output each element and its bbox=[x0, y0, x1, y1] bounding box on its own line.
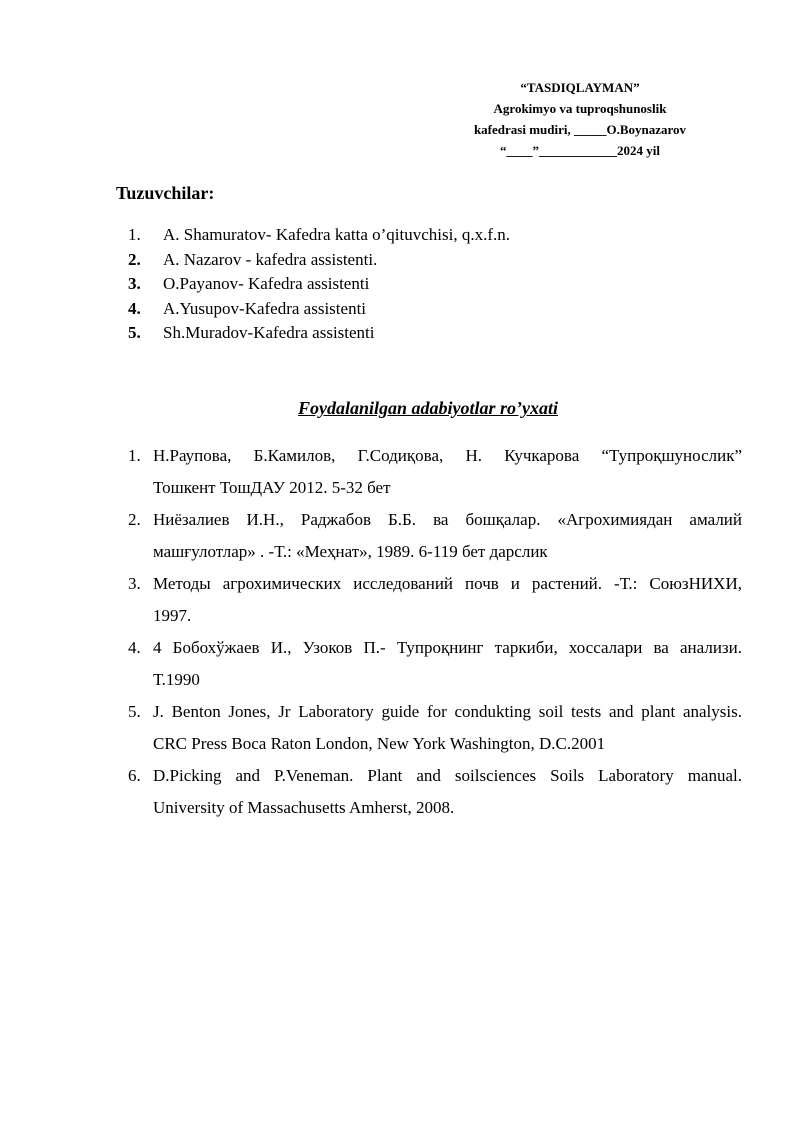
reference-number: 4. bbox=[128, 638, 141, 657]
reference-number: 1. bbox=[128, 446, 141, 465]
author-text: Sh.Muradov-Kafedra assistenti bbox=[163, 323, 375, 342]
author-text: A. Shamuratov- Kafedra katta o’qituvchisi, q.x.f.n. bbox=[163, 225, 510, 244]
reference-line: D.Picking and P.Veneman. Plant and soilsciences Soils Laboratory manual. bbox=[153, 766, 742, 785]
reference-item bbox=[128, 440, 742, 503]
reference-line: машғулотлар» . -Т.: «Меҳнат», 1989. 6-119 бет дарслик bbox=[153, 541, 548, 561]
author-text: A.Yusupov-Kafedra assistenti bbox=[163, 298, 367, 318]
references-heading: Foydalanilgan adabiyotlar ro’yxati bbox=[297, 398, 558, 418]
author-item bbox=[128, 223, 510, 248]
reference-number: 2. bbox=[128, 510, 141, 529]
approval-title: “TASDIQLAYMAN” bbox=[520, 80, 640, 95]
reference-item bbox=[128, 760, 742, 823]
reference-line: Тошкент ТошДАУ 2012. 5-32 бет bbox=[153, 477, 391, 497]
reference-item bbox=[128, 568, 742, 631]
reference-number: 3. bbox=[128, 574, 141, 593]
reference-item bbox=[128, 504, 742, 567]
reference-item bbox=[128, 632, 742, 695]
author-text: A. Nazarov - kafedra assistenti. bbox=[163, 249, 378, 269]
reference-line: 4 Бобохўжаев И., Узоков П.- Тупроқнинг таркиби, хоссалари ва анализи. bbox=[153, 638, 742, 657]
reference-line: Методы агрохимических исследований почв и растений. -Т.: СоюзНИХИ, bbox=[153, 574, 742, 593]
author-item bbox=[128, 248, 510, 273]
approval-date: “____”____________2024 yil bbox=[500, 143, 660, 158]
author-number: 1. bbox=[128, 225, 141, 244]
reference-line: 1997. bbox=[153, 605, 192, 625]
approval-block bbox=[430, 77, 730, 161]
reference-line: Ниёзалиев И.Н., Раджабов Б.Б. ва бошқалар. «Агрохимиядан амалий bbox=[153, 510, 742, 529]
author-number: 3. bbox=[128, 274, 141, 293]
authors-list bbox=[128, 223, 510, 346]
approval-department: Agrokimyo va tuproqshunoslik bbox=[493, 101, 667, 116]
reference-number: 5. bbox=[128, 702, 141, 721]
author-item bbox=[128, 297, 510, 322]
reference-line: CRC Press Boca Raton London, New York Washington, D.C.2001 bbox=[153, 733, 606, 753]
approval-head-signature: kafedrasi mudiri, _____O.Boynazarov bbox=[473, 122, 687, 137]
references-list bbox=[128, 440, 742, 824]
author-item bbox=[128, 272, 510, 297]
author-number: 4. bbox=[128, 298, 141, 318]
reference-item bbox=[128, 696, 742, 759]
author-number: 5. bbox=[128, 323, 141, 342]
author-number: 2. bbox=[128, 249, 141, 269]
authors-heading: Tuzuvchilar: bbox=[116, 183, 215, 203]
author-item bbox=[128, 321, 510, 346]
reference-line: Н.Раупова, Б.Камилов, Г.Содиқова, Н. Кучкарова “Тупроқшунослик” bbox=[153, 446, 742, 465]
reference-number: 6. bbox=[128, 766, 141, 785]
reference-line: J. Benton Jones, Jr Laboratory guide for condukting soil tests and plant analysis. bbox=[153, 702, 742, 721]
reference-line: University of Massachusetts Amherst, 2008. bbox=[153, 797, 455, 817]
author-text: O.Payanov- Kafedra assistenti bbox=[163, 274, 370, 293]
reference-line: Т.1990 bbox=[153, 669, 200, 689]
